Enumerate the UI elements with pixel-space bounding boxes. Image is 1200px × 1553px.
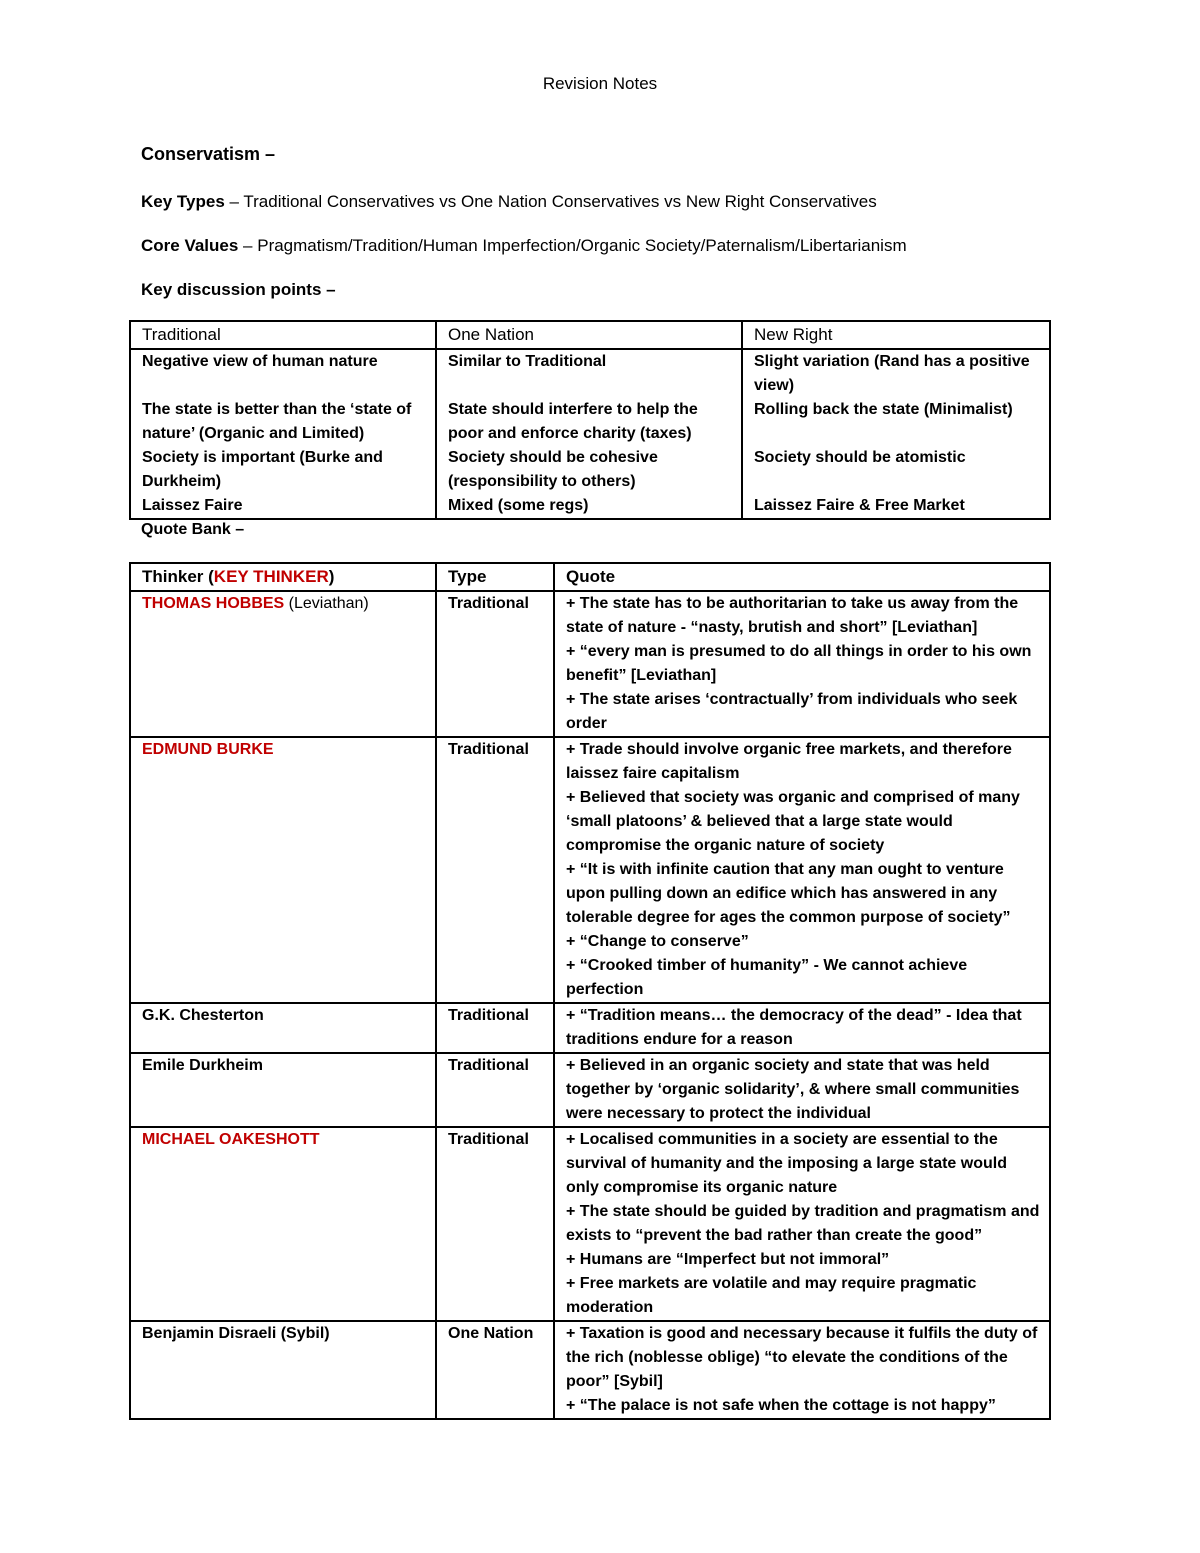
table-cell: Rolling back the state (Minimalist) bbox=[742, 398, 1050, 446]
discussion-header-cell: One Nation bbox=[436, 321, 742, 349]
thinker-name: EDMUND BURKE bbox=[142, 741, 274, 758]
quote-cell bbox=[554, 1321, 1050, 1419]
key-types-label: Key Types bbox=[141, 192, 225, 211]
table-row bbox=[130, 398, 1050, 446]
quote-line: + Free markets are volatile and may require pragmatic moderation bbox=[566, 1275, 977, 1316]
core-values-text: – Pragmatism/Tradition/Human Imperfection/Organic Society/Paternalism/Libertarianism bbox=[238, 236, 907, 255]
table-row bbox=[130, 446, 1050, 494]
table-row bbox=[130, 591, 1050, 737]
table-row bbox=[130, 349, 1050, 398]
type-cell: Traditional bbox=[436, 737, 554, 1003]
thinker-cell bbox=[130, 737, 436, 1003]
thinker-cell: Benjamin Disraeli (Sybil) bbox=[130, 1321, 436, 1419]
discussion-header-cell: Traditional bbox=[130, 321, 436, 349]
key-thinker-label: KEY THINKER bbox=[213, 567, 329, 586]
key-discussion-label: Key discussion points – bbox=[141, 280, 336, 299]
table-cell: The state is better than the ‘state of nature’ (Organic and Limited) bbox=[130, 398, 436, 446]
table-cell: Slight variation (Rand has a positive view) bbox=[742, 349, 1050, 398]
table-cell: State should interfere to help the poor and enforce charity (taxes) bbox=[436, 398, 742, 446]
thinker-cell: G.K. Chesterton bbox=[130, 1003, 436, 1053]
quote-line: + “Crooked timber of humanity” - We cannot achieve perfection bbox=[566, 957, 968, 998]
quote-line: + Localised communities in a society are essential to the survival of humanity and the imposing a large state would only compromise its organic nature bbox=[566, 1131, 1007, 1196]
table-cell: Society should be atomistic bbox=[742, 446, 1050, 494]
key-types-line bbox=[141, 192, 877, 212]
quote-line: + Trade should involve organic free markets, and therefore laissez faire capitalism bbox=[566, 741, 1012, 782]
quote-cell bbox=[554, 737, 1050, 1003]
quote-table bbox=[129, 562, 1051, 1420]
quote-cell bbox=[554, 591, 1050, 737]
table-cell: Negative view of human nature bbox=[130, 349, 436, 398]
thinker-cell bbox=[130, 1127, 436, 1321]
quote-cell bbox=[554, 1003, 1050, 1053]
table-row bbox=[130, 1321, 1050, 1419]
quote-line: + “every man is presumed to do all things in order to his own benefit” [Leviathan] bbox=[566, 643, 1032, 684]
thinker-note: (Leviathan) bbox=[284, 595, 369, 612]
table-cell: Laissez Faire & Free Market bbox=[742, 494, 1050, 519]
table-cell: Laissez Faire bbox=[130, 494, 436, 519]
quote-line: + The state should be guided by tradition and pragmatism and exists to “prevent the bad rather than create the good” bbox=[566, 1203, 1040, 1244]
table-cell: Society should be cohesive (responsibility to others) bbox=[436, 446, 742, 494]
table-row bbox=[130, 494, 1050, 519]
quote-line: + The state arises ‘contractually’ from individuals who seek order bbox=[566, 691, 1018, 732]
quote-line: + Taxation is good and necessary because it fulfils the duty of the rich (noblesse oblige) “to elevate the conditions of the poor” [Sybil] bbox=[566, 1325, 1038, 1390]
quote-header-row bbox=[130, 563, 1050, 591]
quote-line: + “The palace is not safe when the cottage is not happy” bbox=[566, 1397, 996, 1414]
core-values-label: Core Values bbox=[141, 236, 239, 255]
thinker-header-prefix: Thinker ( bbox=[142, 567, 214, 586]
quote-cell bbox=[554, 1127, 1050, 1321]
type-cell: Traditional bbox=[436, 591, 554, 737]
thinker-cell bbox=[130, 591, 436, 737]
thinker-cell: Emile Durkheim bbox=[130, 1053, 436, 1127]
table-row bbox=[130, 1053, 1050, 1127]
quote-line: + The state has to be authoritarian to take us away from the state of nature - “nasty, brutish and short” [Leviathan] bbox=[566, 595, 1019, 636]
thinker-header bbox=[130, 563, 436, 591]
type-cell: Traditional bbox=[436, 1003, 554, 1053]
quote-line: + Believed in an organic society and state that was held together by ‘organic solidarity’, & where small communities were necessary to protect the individual bbox=[566, 1057, 1020, 1122]
quote-cell bbox=[554, 1053, 1050, 1127]
quote-header: Quote bbox=[554, 563, 1050, 591]
type-cell: Traditional bbox=[436, 1053, 554, 1127]
type-cell: One Nation bbox=[436, 1321, 554, 1419]
quote-bank-label: Quote Bank – bbox=[141, 521, 245, 538]
table-row bbox=[130, 737, 1050, 1003]
type-cell: Traditional bbox=[436, 1127, 554, 1321]
quote-line: + “It is with infinite caution that any man ought to venture upon pulling down an edifice which has answered in any tolerable degree for ages the common purpose of society” bbox=[566, 861, 1011, 926]
table-row bbox=[130, 1003, 1050, 1053]
core-values-line bbox=[141, 236, 907, 256]
quote-line: + Believed that society was organic and comprised of many ‘small platoons’ & believed that a large state would compromise the organic nature of society bbox=[566, 789, 1020, 854]
page-title: Revision Notes bbox=[542, 74, 658, 93]
discussion-header-cell: New Right bbox=[742, 321, 1050, 349]
section-title: Conservatism – bbox=[141, 144, 276, 164]
table-cell: Society is important (Burke and Durkheim) bbox=[130, 446, 436, 494]
quote-line: + “Change to conserve” bbox=[566, 933, 749, 950]
table-cell: Mixed (some regs) bbox=[436, 494, 742, 519]
quote-line: + “Tradition means… the democracy of the dead” - Idea that traditions endure for a reason bbox=[566, 1007, 1022, 1048]
discussion-header-row bbox=[130, 321, 1050, 349]
type-header: Type bbox=[436, 563, 554, 591]
quote-line: + Humans are “Imperfect but not immoral” bbox=[566, 1251, 890, 1268]
discussion-table bbox=[129, 320, 1051, 520]
key-types-text: – Traditional Conservatives vs One Nation Conservatives vs New Right Conservatives bbox=[224, 192, 877, 211]
thinker-header-suffix: ) bbox=[328, 567, 335, 586]
table-row bbox=[130, 1127, 1050, 1321]
thinker-name: THOMAS HOBBES bbox=[142, 595, 285, 612]
table-cell: Similar to Traditional bbox=[436, 349, 742, 398]
thinker-name: MICHAEL OAKESHOTT bbox=[142, 1131, 320, 1148]
